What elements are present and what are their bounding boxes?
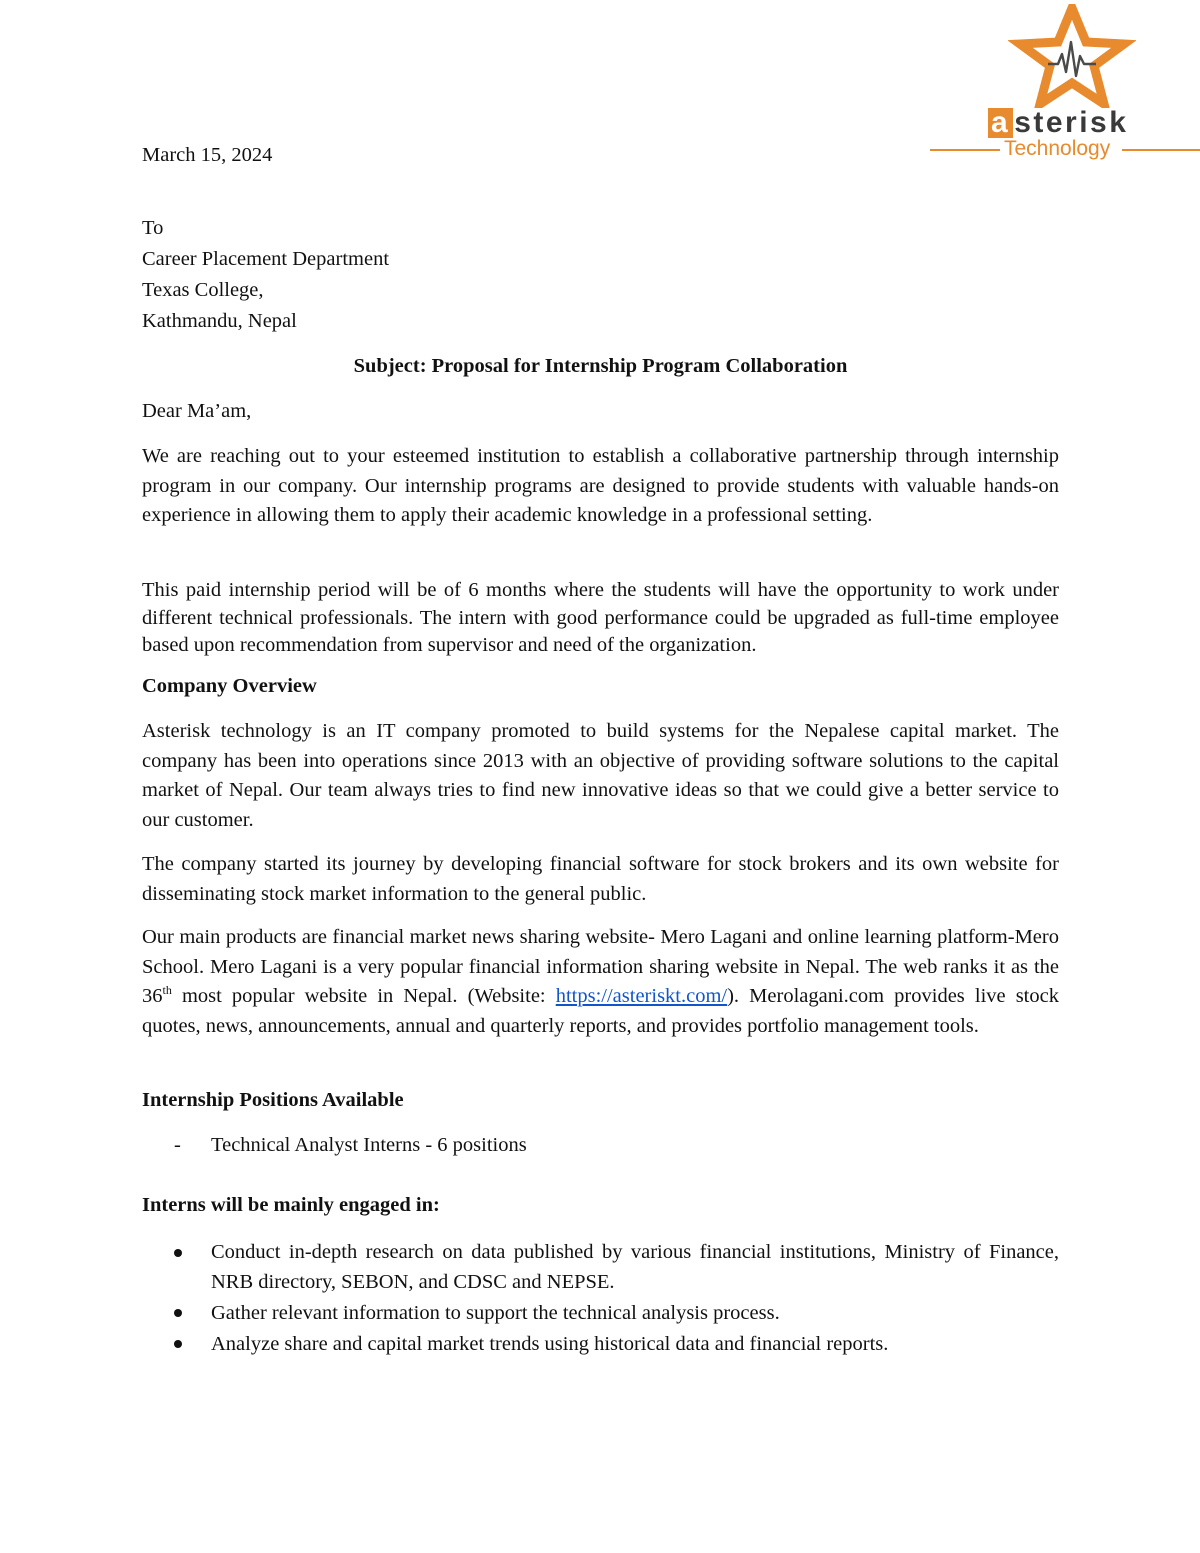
bullet-icon xyxy=(174,1249,182,1257)
engagement-item-2: Gather relevant information to support the technical analysis process. xyxy=(211,1302,780,1324)
products-text-3: ). Merolagani.com provides live stock quotes, news, announcements, annual and quarterly reports, and provides portfolio management tools. xyxy=(142,985,1059,1037)
positions-dash: - xyxy=(174,1134,181,1156)
bullet-icon xyxy=(174,1340,182,1348)
recipient-to: To xyxy=(142,217,164,239)
engagement-heading: Interns will be mainly engaged in: xyxy=(142,1194,440,1216)
company-overview-paragraph-1: Asterisk technology is an IT company promoted to build systems for the Nepalese capital market. The company has been into operations since 2013 with an objective of providing software solutions to the capital market of Nepal. Our team always tries to find new innovative ideas so that we could give a better service to our customer. xyxy=(142,720,1059,831)
recipient-college: Texas College, xyxy=(142,279,264,301)
logo-rule-left xyxy=(930,149,1000,151)
intro-paragraph: We are reaching out to your esteemed institution to establish a collaborative partnership through internship program in our company. Our internship programs are designed to provide students with valuable hands-on experience in allowing them to apply their academic knowledge in a professional setting. xyxy=(142,445,1059,526)
salutation: Dear Ma’am, xyxy=(142,400,252,422)
rank-superscript: th xyxy=(162,983,172,998)
letter-date: March 15, 2024 xyxy=(142,144,273,166)
website-link[interactable]: https://asteriskt.com/ xyxy=(555,985,728,1007)
engagement-item-1: Conduct in-depth research on data published by various financial institutions, Ministry of Finance, NRB directory, SEBON, and CDSC and NEPSE. xyxy=(211,1241,1059,1293)
recipient-city: Kathmandu, Nepal xyxy=(142,310,297,332)
positions-item: Technical Analyst Interns - 6 positions xyxy=(211,1134,527,1156)
products-text-2: most popular website in Nepal. (Website: xyxy=(171,985,556,1007)
logo-wordmark xyxy=(988,106,1128,140)
recipient-department: Career Placement Department xyxy=(142,248,390,270)
paid-internship-paragraph: This paid internship period will be of 6 months where the students will have the opportunity to work under different technical professionals. The intern with good performance could be upgraded as full-time employee based upon recommendation from supervisor and need of the organization. xyxy=(142,579,1059,656)
positions-heading: Internship Positions Available xyxy=(142,1089,404,1111)
company-overview-heading: Company Overview xyxy=(142,675,317,697)
star-icon xyxy=(1008,4,1136,108)
bullet-icon xyxy=(174,1309,182,1317)
logo-rule-right xyxy=(1122,149,1200,151)
products-text-1: Our main products are financial market news sharing website- Mero Lagani and online learning platform-Mero School. Mero Lagani is a very popular financial information sharing website in Nepal. The web ranks it as the 36 xyxy=(142,926,1059,1007)
letter-subject: Subject: Proposal for Internship Program Collaboration xyxy=(353,355,848,377)
logo-word-rest: sterisk xyxy=(1014,106,1129,139)
logo-tagline: Technology xyxy=(1004,137,1111,160)
company-overview-paragraph-3 xyxy=(142,923,1059,1041)
company-logo xyxy=(928,0,1200,170)
logo-letter-a: a xyxy=(988,108,1013,138)
company-overview-paragraph-2: The company started its journey by developing financial software for stock brokers and its own website for disseminating stock market information to the general public. xyxy=(142,853,1059,905)
engagement-item-3: Analyze share and capital market trends using historical data and financial reports. xyxy=(211,1333,889,1355)
